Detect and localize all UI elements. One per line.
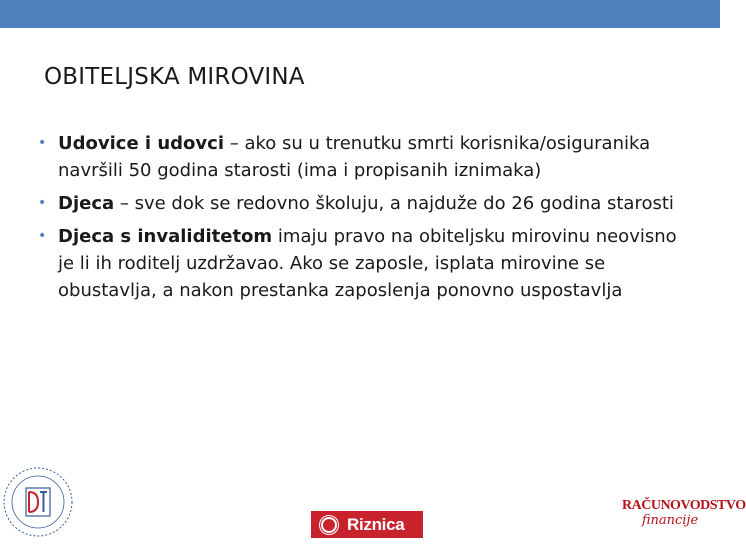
- header-bar: [0, 0, 720, 28]
- bullet-dot-icon: •: [38, 135, 47, 151]
- bullet-dot-icon: •: [38, 195, 47, 211]
- association-seal-logo: [0, 462, 72, 540]
- list-item: [38, 190, 688, 217]
- bullet-keyword: Djeca: [58, 193, 115, 214]
- riznica-logo: [311, 511, 423, 538]
- racunovodstvo-logo-text: RAČUNOVODSTVO: [622, 498, 746, 513]
- bullet-text: imaju pravo na obiteljsku mirovinu neovisno je li ih roditelj uzdržavao. Ako se zaposle, isplata mirovine se obustavlja, a nakon prestanka zaposlenja ponovno uspostavlja: [58, 226, 677, 301]
- list-item: [38, 223, 688, 304]
- bullet-text: – sve dok se redovno školuju, a najduže do 26 godina starosti: [114, 193, 674, 214]
- financije-logo-text: financije: [641, 513, 699, 528]
- page-title: OBITELJSKA MIROVINA: [44, 64, 305, 90]
- riznica-emblem-icon: [319, 515, 339, 535]
- bullet-dot-icon: •: [38, 228, 47, 244]
- racunovodstvo-financije-logo: [622, 498, 746, 540]
- bullet-list: [38, 130, 688, 310]
- bullet-keyword: Udovice i udovci: [58, 133, 224, 154]
- list-item: [38, 130, 688, 184]
- bullet-keyword: Djeca s invaliditetom: [58, 226, 273, 247]
- riznica-logo-text: Riznica: [347, 514, 405, 534]
- bullet-text: – ako su u trenutku smrti korisnika/osiguranika navršili 50 godina starosti (ima i propisanih iznimaka): [58, 133, 651, 181]
